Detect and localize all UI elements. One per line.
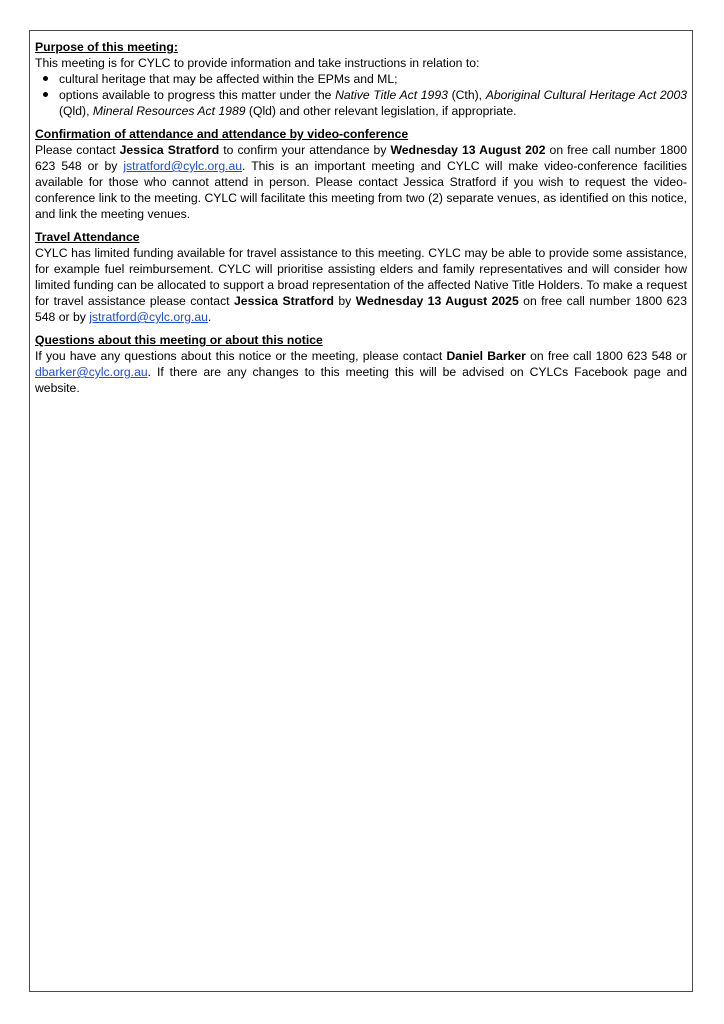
email-link-dbarker[interactable]: dbarker@cylc.org.au [35, 365, 148, 379]
text: on free call number 1800 623 548 or by [35, 143, 687, 173]
list-item [35, 71, 687, 87]
purpose-heading: Purpose of this meeting: [35, 40, 178, 54]
purpose-section [35, 39, 687, 119]
purpose-list [35, 71, 687, 119]
text: . This is an important meeting and CYLC will make video-conference facilities available for those who cannot attend in person. Please contact Jessica Stratford if you wish to request the video-conference link to the meeting. CYLC will facilitate this meeting from two (2) separate venues, as identified on this notice, and link the meeting venues. [35, 159, 688, 221]
bullet-text-heritage: cultural heritage that may be affected within the EPMs and ML; [59, 72, 398, 86]
text: . If there are any changes to this meeting this will be advised on CYLCs Facebook page and website. [35, 365, 687, 395]
bullet-text-options: options available to progress this matter under the [59, 88, 336, 102]
text: on free call number 1800 623 548 or by [35, 294, 687, 324]
travel-date: Wednesday 13 August 2025 [355, 294, 519, 308]
bullet-icon [43, 92, 48, 97]
contact-name: Daniel Barker [446, 349, 526, 363]
questions-heading: Questions about this meeting or about this notice [35, 333, 323, 347]
text: to confirm your attendance by [219, 143, 391, 157]
travel-paragraph [35, 245, 687, 325]
list-item [35, 87, 687, 119]
contact-name: Jessica Stratford [234, 294, 334, 308]
email-link-jstratford[interactable]: jstratford@cylc.org.au [123, 159, 243, 173]
travel-heading: Travel Attendance [35, 230, 140, 244]
text: Please contact [35, 143, 120, 157]
contact-name: Jessica Stratford [119, 143, 220, 157]
text: by [333, 294, 356, 308]
text: If you have any questions about this notice or the meeting, please contact [35, 349, 447, 363]
text: . [207, 310, 212, 324]
purpose-intro: This meeting is for CYLC to provide information and take instructions in relation to: [35, 56, 480, 70]
questions-section [35, 332, 687, 396]
notice-frame [29, 30, 693, 992]
attendance-section [35, 126, 687, 222]
bullet-text: (Cth), [447, 88, 486, 102]
text: on free call 1800 623 548 or [525, 349, 687, 363]
bullet-text: (Qld) and other relevant legislation, if appropriate. [245, 104, 517, 118]
bullet-icon [43, 76, 48, 81]
attendance-paragraph [35, 142, 687, 222]
travel-section [35, 229, 687, 325]
email-link-jstratford[interactable]: jstratford@cylc.org.au [89, 310, 208, 324]
act-native-title: Native Title Act 1993 [335, 88, 448, 102]
act-mineral-resources: Mineral Resources Act 1989 [92, 104, 246, 118]
rsvp-date: Wednesday 13 August 202 [390, 143, 546, 157]
attendance-heading: Confirmation of attendance and attendance by video-conference [35, 127, 409, 141]
act-cultural-heritage: Aboriginal Cultural Heritage Act 2003 [485, 88, 688, 102]
bullet-text: (Qld), [59, 104, 93, 118]
text: CYLC has limited funding available for travel assistance to this meeting. CYLC may be able to provide some assistance, for example fuel reimbursement. CYLC will prioritise assisting elders and family representatives and will consider how limited funding can be allocated to support a broad representation of the affected Native Title Holders. To make a request for travel assistance please contact [35, 246, 687, 308]
questions-paragraph [35, 348, 687, 396]
